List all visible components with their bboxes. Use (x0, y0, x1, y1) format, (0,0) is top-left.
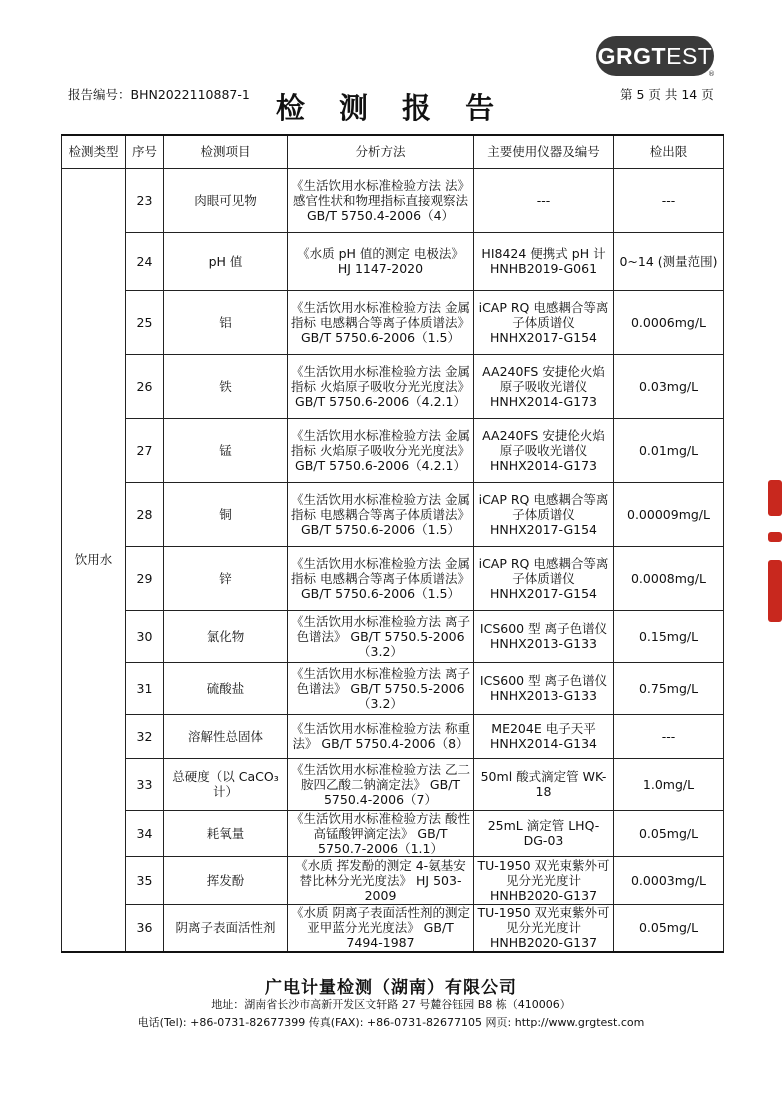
method-cell: 《生活饮用水标准检验方法 金属指标 火焰原子吸收分光光度法》 GB/T 5750.6-2006（4.2.1） (288, 418, 474, 482)
method-cell: 《生活饮用水标准检验方法 乙二胺四乙酸二钠滴定法》 GB/T 5750.4-2006（7） (288, 758, 474, 810)
item-cell: 铜 (164, 482, 288, 546)
seal-mark (768, 560, 782, 622)
item-cell: 铁 (164, 354, 288, 418)
seq-cell: 35 (126, 856, 164, 904)
footer-contact: 电话(Tel): +86-0731-82677399 传真(FAX): +86-0731-82677105 网页: http://www.grgtest.com (137, 1016, 645, 1029)
instrument-cell: AA240FS 安捷伦火焰原子吸收光谱仪 HNHX2014-G173 (474, 354, 614, 418)
method-cell: 《生活饮用水标准检验方法 法》感官性状和物理指标直接观察法 GB/T 5750.4-2006（4） (288, 168, 474, 232)
instrument-cell: ICS600 型 离子色谱仪 HNHX2013-G133 (474, 610, 614, 662)
instrument-cell: 25mL 滴定管 LHQ-DG-03 (474, 810, 614, 856)
limit-cell: 0~14 (测量范围) (614, 232, 724, 290)
seq-cell: 36 (126, 904, 164, 952)
method-cell: 《水质 阴离子表面活性剂的测定 亚甲蓝分光光度法》 GB/T 7494-1987 (288, 904, 474, 952)
table-row (62, 714, 724, 758)
header-seq: 序号 (126, 135, 164, 168)
category-cell: 饮用水 (62, 168, 126, 952)
table-row (62, 482, 724, 546)
limit-cell: 1.0mg/L (614, 758, 724, 810)
seq-cell: 23 (126, 168, 164, 232)
footer-company-name: 广电计量检测（湖南）有限公司 (265, 978, 517, 998)
page-indicator: 第 5 页 共 14 页 (620, 87, 714, 102)
table-row (62, 662, 724, 714)
limit-cell: --- (614, 714, 724, 758)
item-cell: 耗氧量 (164, 810, 288, 856)
table-row (62, 758, 724, 810)
method-cell: 《水质 挥发酚的测定 4-氨基安替比林分光光度法》 HJ 503-2009 (288, 856, 474, 904)
item-cell: 挥发酚 (164, 856, 288, 904)
limit-cell: --- (614, 168, 724, 232)
item-cell: 铝 (164, 290, 288, 354)
method-cell: 《生活饮用水标准检验方法 离子色谱法》 GB/T 5750.5-2006（3.2） (288, 610, 474, 662)
limit-cell: 0.75mg/L (614, 662, 724, 714)
table-row (62, 546, 724, 610)
seal-mark (768, 532, 782, 542)
method-cell: 《生活饮用水标准检验方法 称重法》 GB/T 5750.4-2006（8） (288, 714, 474, 758)
item-cell: 氯化物 (164, 610, 288, 662)
table-row (62, 856, 724, 904)
instrument-cell: --- (474, 168, 614, 232)
seq-cell: 27 (126, 418, 164, 482)
table-row (62, 610, 724, 662)
registered-mark: ® (708, 70, 715, 78)
method-cell: 《水质 pH 值的测定 电极法》 HJ 1147-2020 (288, 232, 474, 290)
method-cell: 《生活饮用水标准检验方法 金属指标 电感耦合等离子体质谱法》 GB/T 5750.6-2006（1.5） (288, 290, 474, 354)
table-row (62, 232, 724, 290)
limit-cell: 0.05mg/L (614, 904, 724, 952)
header-limit: 检出限 (614, 135, 724, 168)
table-row (62, 168, 724, 232)
company-logo (596, 36, 714, 76)
seq-cell: 32 (126, 714, 164, 758)
instrument-cell: iCAP RQ 电感耦合等离子体质谱仪 HNHX2017-G154 (474, 482, 614, 546)
item-cell: 阴离子表面活性剂 (164, 904, 288, 952)
logo-thin-text: EST (666, 43, 713, 69)
header-method: 分析方法 (288, 135, 474, 168)
instrument-cell: TU-1950 双光束紫外可见分光光度计 HNHB2020-G137 (474, 904, 614, 952)
seq-cell: 31 (126, 662, 164, 714)
header-item: 检测项目 (164, 135, 288, 168)
limit-cell: 0.0008mg/L (614, 546, 724, 610)
instrument-cell: ICS600 型 离子色谱仪 HNHX2013-G133 (474, 662, 614, 714)
table-row (62, 354, 724, 418)
limit-cell: 0.00009mg/L (614, 482, 724, 546)
header-instrument: 主要使用仪器及编号 (474, 135, 614, 168)
item-cell: 总硬度（以 CaCO₃ 计） (164, 758, 288, 810)
seq-cell: 28 (126, 482, 164, 546)
page-title: 检 测 报 告 (275, 91, 507, 125)
limit-cell: 0.0006mg/L (614, 290, 724, 354)
table-row (62, 904, 724, 952)
item-cell: 硫酸盐 (164, 662, 288, 714)
seq-cell: 26 (126, 354, 164, 418)
seq-cell: 25 (126, 290, 164, 354)
table-row (62, 418, 724, 482)
limit-cell: 0.01mg/L (614, 418, 724, 482)
instrument-cell: iCAP RQ 电感耦合等离子体质谱仪 HNHX2017-G154 (474, 546, 614, 610)
limit-cell: 0.05mg/L (614, 810, 724, 856)
seq-cell: 30 (126, 610, 164, 662)
instrument-cell: ME204E 电子天平 HNHX2014-G134 (474, 714, 614, 758)
report-number: 报告编号：BHN2022110887-1 (68, 87, 250, 102)
instrument-cell: AA240FS 安捷伦火焰原子吸收光谱仪 HNHX2014-G173 (474, 418, 614, 482)
table-row (62, 810, 724, 856)
method-cell: 《生活饮用水标准检验方法 离子色谱法》 GB/T 5750.5-2006（3.2） (288, 662, 474, 714)
method-cell: 《生活饮用水标准检验方法 金属指标 电感耦合等离子体质谱法》 GB/T 5750.6-2006（1.5） (288, 546, 474, 610)
item-cell: 锰 (164, 418, 288, 482)
item-cell: 锌 (164, 546, 288, 610)
instrument-cell: 50ml 酸式滴定管 WK-18 (474, 758, 614, 810)
header-type: 检测类型 (62, 135, 126, 168)
table-row (62, 290, 724, 354)
instrument-cell: HI8424 便携式 pH 计 HNHB2019-G061 (474, 232, 614, 290)
limit-cell: 0.15mg/L (614, 610, 724, 662)
item-cell: 肉眼可见物 (164, 168, 288, 232)
footer-address: 地址：湖南省长沙市高新开发区文轩路 27 号麓谷钰园 B8 栋（410006） (211, 998, 571, 1011)
limit-cell: 0.0003mg/L (614, 856, 724, 904)
instrument-cell: TU-1950 双光束紫外可见分光光度计 HNHB2020-G137 (474, 856, 614, 904)
method-cell: 《生活饮用水标准检验方法 酸性高锰酸钾滴定法》 GB/T 5750.7-2006（1.1） (288, 810, 474, 856)
test-results-table (61, 134, 724, 953)
limit-cell: 0.03mg/L (614, 354, 724, 418)
seq-cell: 33 (126, 758, 164, 810)
item-cell: 溶解性总固体 (164, 714, 288, 758)
item-cell: pH 值 (164, 232, 288, 290)
seq-cell: 29 (126, 546, 164, 610)
logo-bold-text: GRGT (597, 43, 667, 69)
table-header-row (62, 135, 724, 168)
seq-cell: 34 (126, 810, 164, 856)
instrument-cell: iCAP RQ 电感耦合等离子体质谱仪 HNHX2017-G154 (474, 290, 614, 354)
method-cell: 《生活饮用水标准检验方法 金属指标 电感耦合等离子体质谱法》 GB/T 5750.6-2006（1.5） (288, 482, 474, 546)
seq-cell: 24 (126, 232, 164, 290)
seal-mark (768, 480, 782, 516)
method-cell: 《生活饮用水标准检验方法 金属指标 火焰原子吸收分光光度法》 GB/T 5750.6-2006（4.2.1） (288, 354, 474, 418)
